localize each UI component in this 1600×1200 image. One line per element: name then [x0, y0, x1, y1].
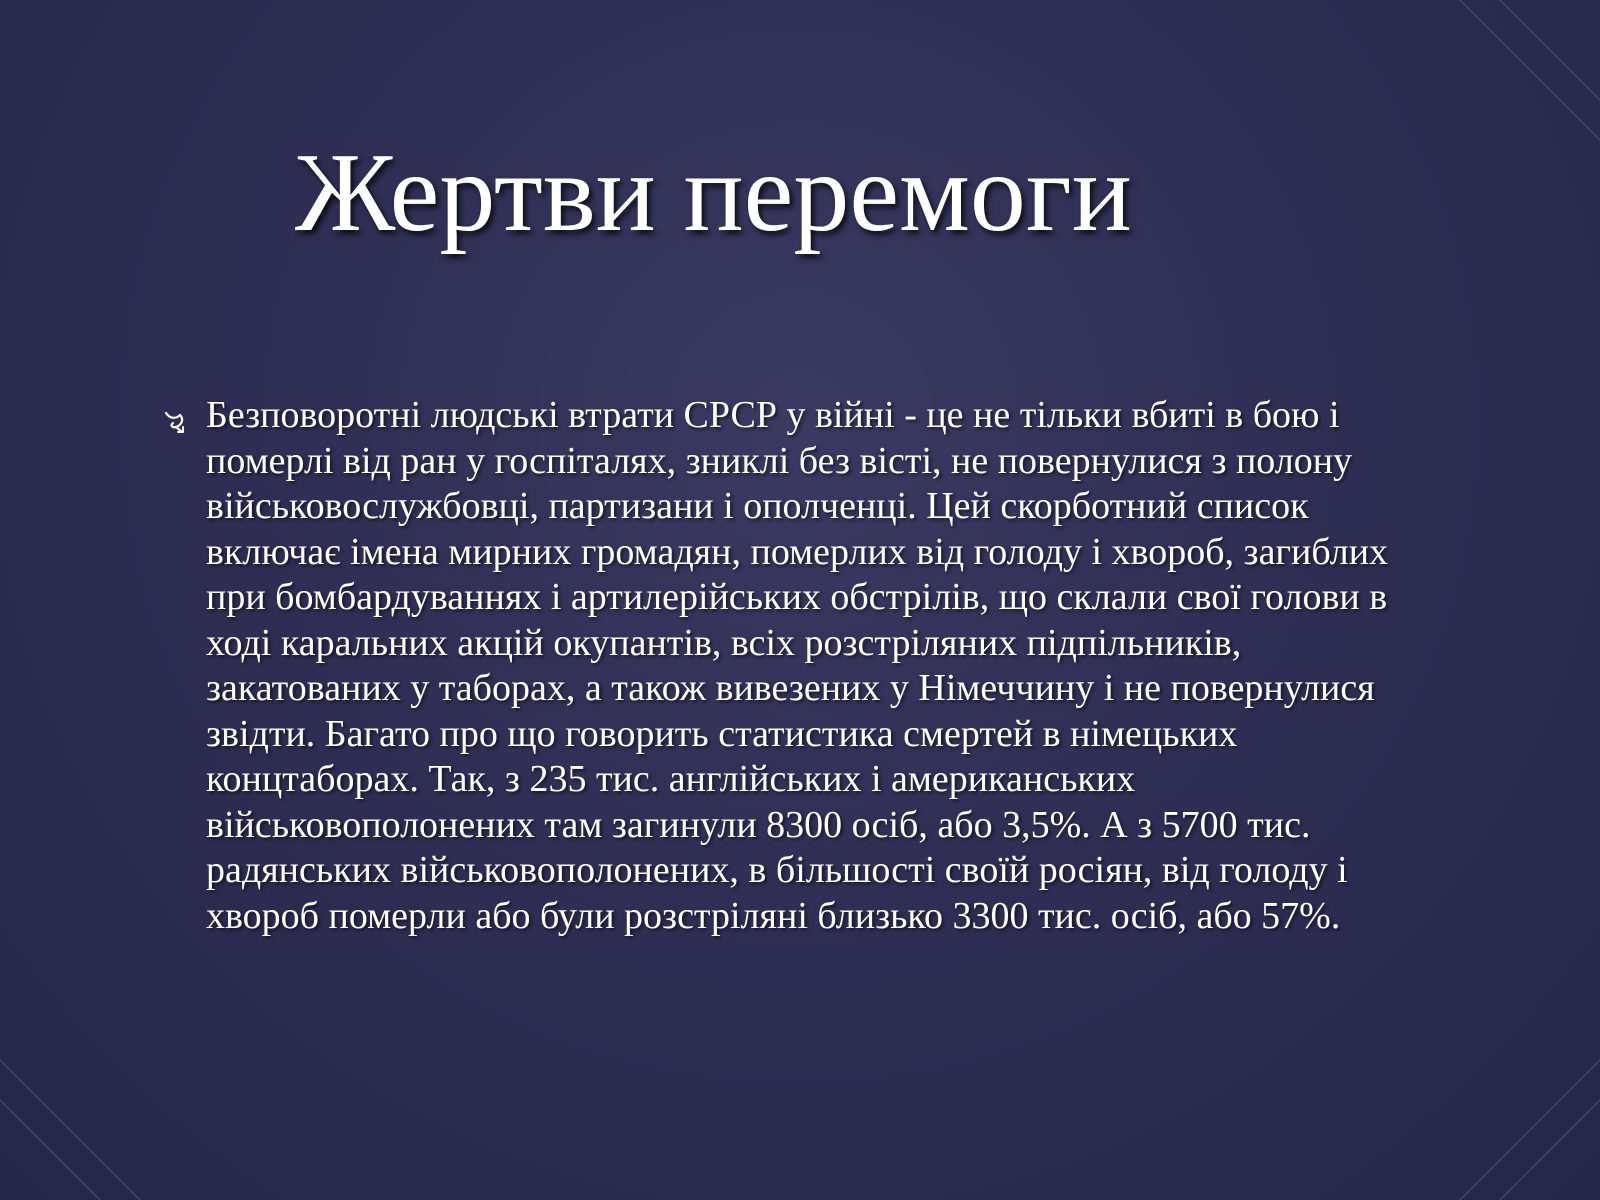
slide-content [162, 393, 1422, 939]
curly-arrow-bullet-icon [162, 393, 206, 435]
corner-decoration-bottom-right [1400, 1000, 1600, 1200]
slide-title: Жертви перемоги [295, 131, 1132, 255]
bullet-item [162, 393, 1422, 939]
corner-decoration-top-right [1400, 0, 1600, 200]
body-text: Безповоротні людські втрати СРСР у війні - це не тільки вбиті в бою і померлі від ран у госпіталях, зниклі без вісті, не повернулися з полону військовослужбовці, партизани і ополченці. Цей скорботний список включає імена мирних громадян, померлих від голоду і хвороб, загиблих при бомбардуваннях і артилерійських обстрілів, що склали свої голови в ході каральних акцій окупантів, всіх розстріляних підпільників, закатованих у таборах, а також вивезених у Німеччину і не повернулися звідти. Багато про що говорить статистика смертей в німецьких концтаборах. Так, з 235 тис. англійських і американських військовополонених там загинули 8300 осіб, або 3,5%. А з 5700 тис. радянських військовополонених, в більшості своїй росіян, від голоду і хвороб померли або були розстріляні близько 3300 тис. осіб, або 57%. [206, 394, 1389, 937]
corner-decoration-bottom-left [0, 1000, 200, 1200]
